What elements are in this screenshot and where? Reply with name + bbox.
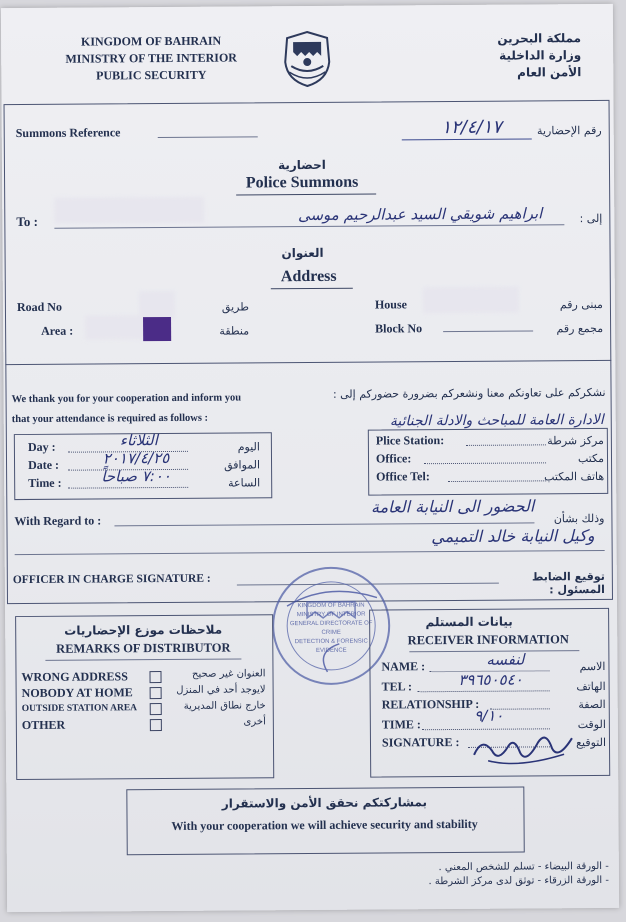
opt-nobody-home-en: NOBODY AT HOME [21,685,133,701]
opt-other-en: OTHER [21,717,66,733]
day-label-ar: اليوم [237,440,260,454]
notice-ar: نشكركم على تعاونكم معنا ونشعركم بضرورة حضوركم إلى : [332,385,606,401]
opt-outside-area-ar: خارج نطاق المديرية [183,700,266,712]
stamp-line4: DETECTION & FORENSIC EVIDENCE [294,638,368,654]
distributor-title-en: REMARKS OF DISTRIBUTOR [56,640,231,656]
receiver-time-value: ٩/١٠ [474,706,504,725]
receiver-name-label-ar: الاسم [579,659,606,674]
redacted-house [423,287,519,314]
regard-label-en: With Regard to : [14,513,102,529]
regard-handwritten-1: الحضور الى النيابة العامة [370,496,535,517]
bahrain-emblem-icon [277,28,337,90]
block-label-ar: مجمع رقم [556,321,604,336]
opt-other-ar: أخرى [243,716,266,728]
opt-outside-area-en: OUTSIDE STATION AREA [21,703,138,715]
copy-note-white: - الورقة البيضاء - تسلم للشخص المعني . [438,860,609,874]
receiver-rel-label-en: RELATIONSHIP : [381,696,480,712]
receiver-time-label-ar: الوقت [577,717,606,732]
road-label-en: Road No [16,299,63,315]
opt-wrong-address-en: WRONG ADDRESS [21,669,128,685]
time-value: ٧:٠٠ صباحاً [101,466,172,486]
recipient-value: ابراهيم شويقي السيد عبدالرحيم موسى [297,204,543,225]
stamp-line3: GENERAL DIRECTORATE OF CRIME [289,620,373,636]
title-ar: احضارية [278,157,326,173]
receiver-name-value: لنفسه [486,650,525,669]
regard-label-ar: وذلك بشأن [553,511,605,526]
stamp-text [283,602,379,657]
opt-wrong-address-ar: العنوان غير صحيح [191,668,266,680]
stamp-line1: KINGDOM OF BAHRAIN [297,602,365,610]
station-label-ar: مركز شرطة [547,433,604,448]
day-label-en: Day : [27,439,56,454]
header-ar-line3: الأمن العام [517,65,582,80]
house-label-ar: مبنى رقم [559,297,603,312]
area-label-ar: منطقة [219,324,250,338]
address-title-en: Address [280,267,337,286]
redacted-area [54,197,204,224]
receiver-signature-scribble [468,724,578,771]
receiver-title-ar: بيانات المستلم [425,614,513,630]
footer-slogan-ar: بمشاركتكم نحقق الأمن والاستقرار [221,795,428,811]
opt-wrong-address-checkbox[interactable] [149,671,161,683]
opt-nobody-home-checkbox[interactable] [150,687,162,699]
receiver-tel-label-ar: الهاتف [576,679,606,694]
receiver-time-label-en: TIME : [381,717,421,732]
reference-label-ar: رقم الإحضارية [536,123,602,138]
stamp-line2: MINISTRY OF INTERIOR [296,611,366,619]
office-label-en: Office: [375,451,412,466]
copy-notes [327,860,609,890]
distributor-title-ar: ملاحظات موزع الإحضاريات [64,622,223,638]
regard-handwritten-2: وكيل النيابة خالد التميمي [431,526,595,547]
opt-other-checkbox[interactable] [150,719,162,731]
notice-en [12,388,242,430]
time-label-en: Time : [28,475,62,490]
station-label-en: Plice Station: [375,433,445,448]
receiver-sig-label-ar: التوقيع [576,735,607,750]
officer-label-en: OFFICER IN CHARGE SIGNATURE : [12,572,211,587]
day-value: الثلاثاء [119,431,158,450]
footer-slogan-en: With your cooperation we will achieve security and stability [171,816,478,833]
header-english [41,32,261,85]
summons-form [1,4,619,912]
receiver-sig-label-en: SIGNATURE : [381,734,460,750]
copy-note-blue: - الورقة الزرقاء - توثق لدى مركز الشرطة . [428,874,609,888]
receiver-tel-value: ٣٩٦٥٠٥٤٠ [458,670,523,689]
notice-en-line2: that your attendance is required as follows : [11,412,209,426]
address-title-ar: العنوان [281,245,324,261]
receiver-title-en: RECEIVER INFORMATION [407,632,569,648]
reference-value: ١٢/٤/١٧ [441,116,503,139]
receiver-name-label-en: NAME : [381,659,426,674]
officer-label-ar: توقيع الضابط المسئول : [531,569,605,597]
title-en: Police Summons [245,173,359,192]
date-label-en: Date : [27,457,60,472]
receiver-tel-label-en: TEL : [381,679,413,694]
opt-nobody-home-ar: لايوجد أحد في المنزل [176,684,266,696]
date-label-ar: الموافق [224,458,261,472]
time-label-ar: الساعة [228,476,261,490]
header-en-line1: KINGDOM OF BAHRAIN [80,33,222,49]
header-ar-line2: وزارة الداخلية [499,48,582,63]
receiver-rel-label-ar: الصفة [578,697,606,712]
area-label-en: Area : [41,323,74,338]
road-label-ar: طريق [221,300,249,314]
recipient-label-ar: إلى : [579,211,603,226]
reference-label-en: Summons Reference [15,125,121,141]
header-ar-line1: مملكة البحرين [497,31,582,46]
opt-outside-area-checkbox[interactable] [150,703,162,715]
office-tel-label-en: Office Tel: [376,469,430,484]
recipient-label-en: To : [16,213,38,230]
notice-handwritten: الادارة العامة للمباحث والادلة الجنائية [389,411,604,430]
block-label-en: Block No [375,321,423,336]
header-en-line2: MINISTRY OF THE INTERIOR [65,50,238,66]
header-en-line3: PUBLIC SECURITY [96,67,207,83]
house-label-en: House [374,297,407,312]
header-arabic [361,30,581,83]
date-value: ٢٠١٧/٤/٢٥ [102,448,170,468]
office-label-ar: مكتب [577,451,605,466]
office-tel-label-ar: هاتف المكتب [544,469,605,484]
redacted-area-value [85,315,145,339]
notice-en-line1: We thank you for your cooperation and inform you [11,392,242,406]
redaction-mark [143,317,171,341]
